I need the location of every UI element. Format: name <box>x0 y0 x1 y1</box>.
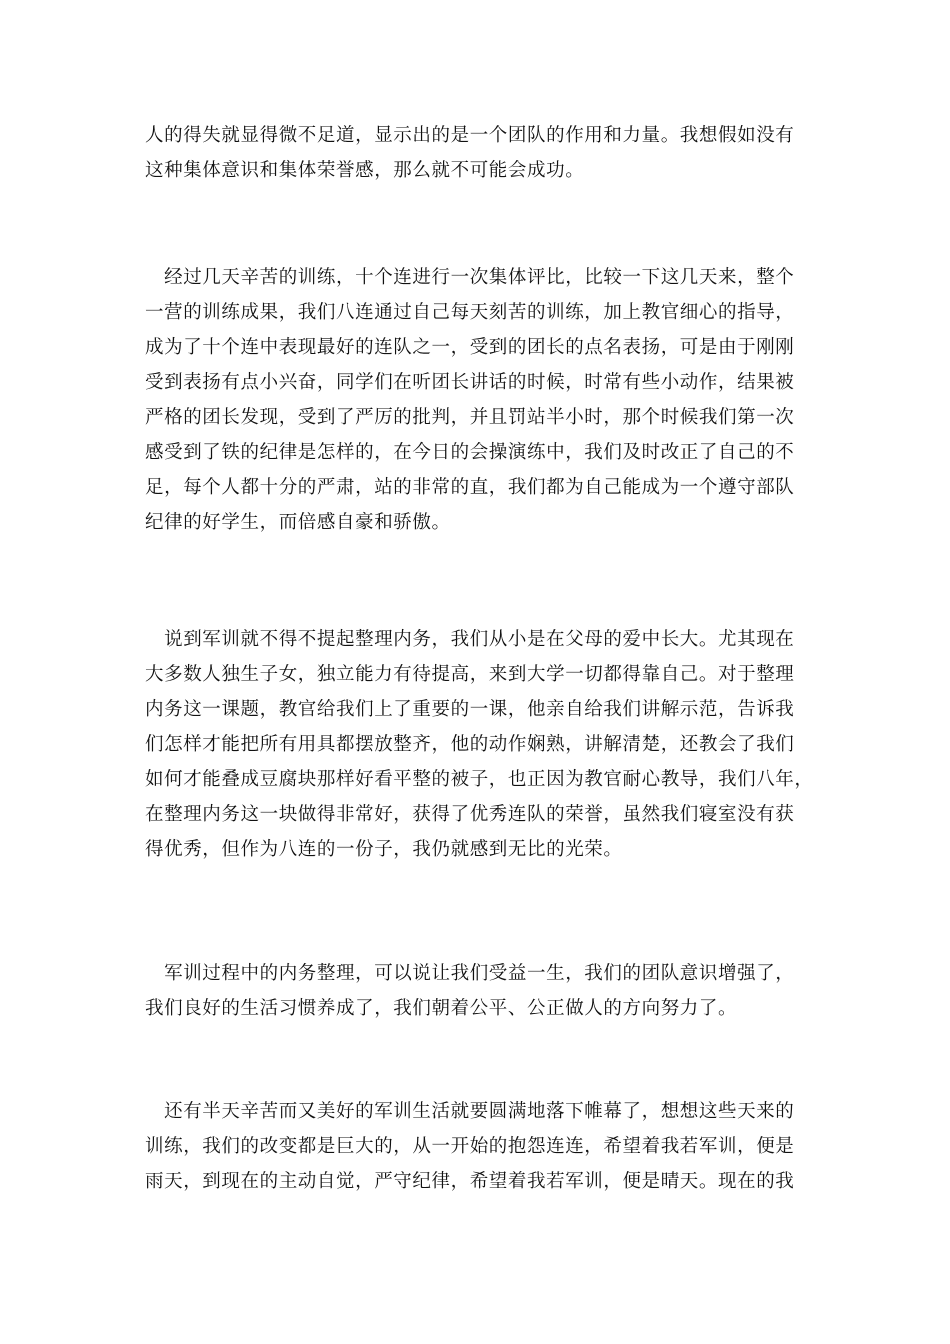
text-line: 经过几天辛苦的训练，十个连进行一次集体评比，比较一下这几天来，整个 <box>145 267 795 288</box>
paragraph-3 <box>145 622 814 867</box>
paragraph-2 <box>145 260 805 540</box>
text-line: 军训过程中的内务整理，可以说让我们受益一生，我们的团队意识增强了， <box>145 963 795 984</box>
text-line: 如何才能叠成豆腐块那样好看平整的被子，也正因为教官耐心教导，我们八年， <box>145 769 814 790</box>
text-line: 雨天，到现在的主动自觉，严守纪律，希望着我若军训，便是晴天。现在的我 <box>145 1171 795 1192</box>
text-line: 在整理内务这一块做得非常好，获得了优秀连队的荣誉，虽然我们寝室没有获 <box>145 804 795 825</box>
text-line: 人的得失就显得微不足道，显示出的是一个团队的作用和力量。我想假如没有 <box>145 125 795 146</box>
text-line: 纪律的好学生，而倍感自豪和骄傲。 <box>145 512 451 533</box>
text-line: 感受到了铁的纪律是怎样的，在今日的会操演练中，我们及时改正了自己的不 <box>145 442 795 463</box>
text-line: 内务这一课题，教官给我们上了重要的一课，他亲自给我们讲解示范，告诉我 <box>145 699 795 720</box>
paragraph-4 <box>145 956 805 1026</box>
text-line: 大多数人独生子女，独立能力有待提高，来到大学一切都得靠自己。对于整理 <box>145 664 795 685</box>
text-line: 还有半天辛苦而又美好的军训生活就要圆满地落下帷幕了，想想这些天来的 <box>145 1101 795 1122</box>
text-line: 说到军训就不得不提起整理内务，我们从小是在父母的爱中长大。尤其现在 <box>145 629 795 650</box>
text-line: 得优秀，但作为八连的一份子，我仍就感到无比的光荣。 <box>145 839 623 860</box>
paragraph-1 <box>145 118 805 188</box>
text-line: 们怎样才能把所有用具都摆放整齐，他的动作娴熟，讲解清楚，还教会了我们 <box>145 734 795 755</box>
text-line: 成为了十个连中表现最好的连队之一，受到的团长的点名表扬，可是由于刚刚 <box>145 337 795 358</box>
text-line: 训练，我们的改变都是巨大的，从一开始的抱怨连连，希望着我若军训，便是 <box>145 1136 795 1157</box>
text-line: 我们良好的生活习惯养成了，我们朝着公平、公正做人的方向努力了。 <box>145 998 738 1019</box>
text-line: 严格的团长发现，受到了严厉的批判，并且罚站半小时，那个时候我们第一次 <box>145 407 795 428</box>
text-line: 一营的训练成果，我们八连通过自己每天刻苦的训练，加上教官细心的指导， <box>145 302 795 323</box>
text-line: 足，每个人都十分的严肃，站的非常的直，我们都为自己能成为一个遵守部队 <box>145 477 795 498</box>
text-line: 受到表扬有点小兴奋，同学们在听团长讲话的时候，时常有些小动作，结果被 <box>145 372 795 393</box>
text-line: 这种集体意识和集体荣誉感，那么就不可能会成功。 <box>145 160 585 181</box>
paragraph-5 <box>145 1094 805 1199</box>
